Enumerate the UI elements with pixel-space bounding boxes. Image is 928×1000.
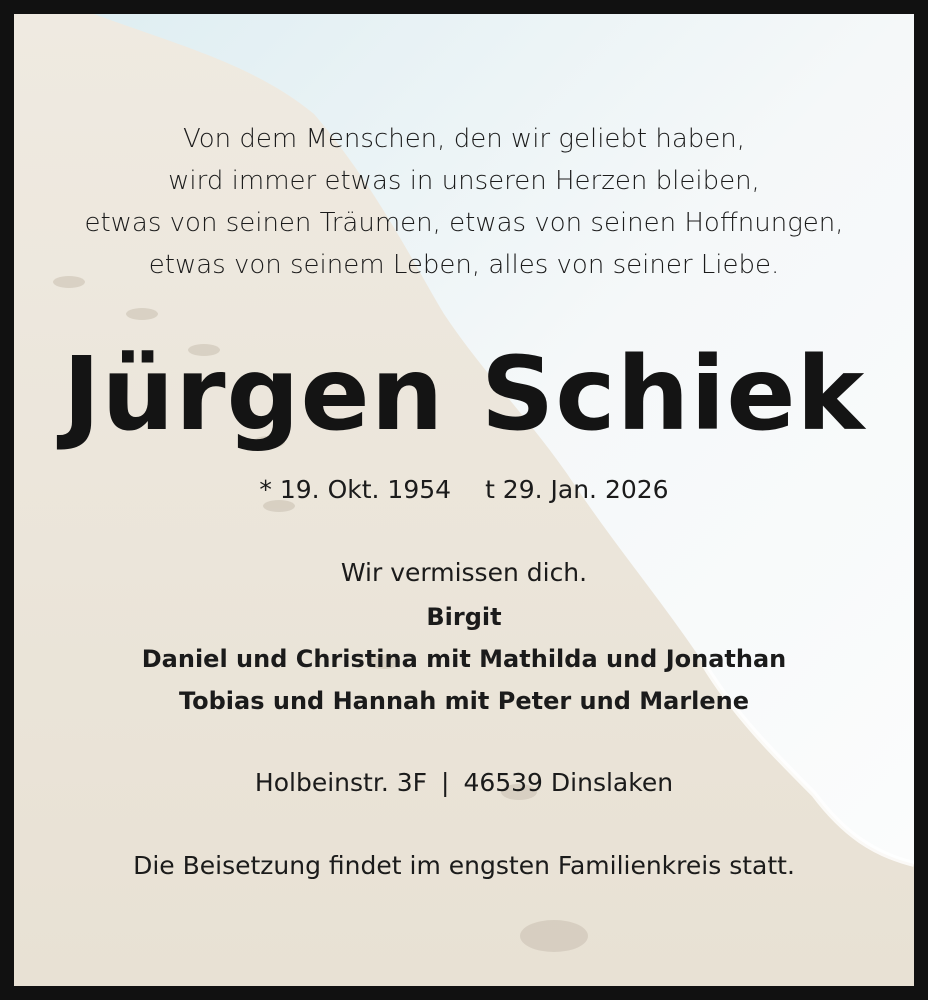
deceased-name: Jürgen Schiek bbox=[62, 335, 866, 454]
poem-line: etwas von seinem Leben, alles von seiner Liebe. bbox=[148, 250, 780, 280]
poem-line: wird immer etwas in unseren Herzen bleiben, bbox=[168, 166, 760, 196]
memorial-poem bbox=[14, 118, 914, 286]
funeral-notice: Die Beisetzung findet im engsten Familienkreis statt. bbox=[133, 851, 795, 880]
life-dates bbox=[14, 472, 914, 508]
mourners-intro: Wir vermissen dich. bbox=[340, 558, 588, 587]
mourner-name: Daniel und Christina mit Mathilda und Jonathan bbox=[141, 645, 787, 673]
death-date: t 29. Jan. 2026 bbox=[485, 475, 669, 504]
address-street: Holbeinstr. 3F bbox=[254, 768, 427, 797]
poem-line: Von dem Menschen, den wir geliebt haben, bbox=[182, 124, 746, 154]
poem-line: etwas von seinen Träumen, etwas von seinen Hoffnungen, bbox=[84, 208, 844, 238]
mourner-name: Birgit bbox=[426, 603, 502, 631]
address-city: 46539 Dinslaken bbox=[463, 768, 674, 797]
address-separator: | bbox=[441, 768, 450, 797]
obituary-content bbox=[14, 14, 914, 986]
mourners-list bbox=[14, 596, 914, 722]
birth-date: * 19. Okt. 1954 bbox=[259, 475, 452, 504]
address bbox=[14, 765, 914, 801]
mourner-name: Tobias und Hannah mit Peter und Marlene bbox=[178, 687, 750, 715]
